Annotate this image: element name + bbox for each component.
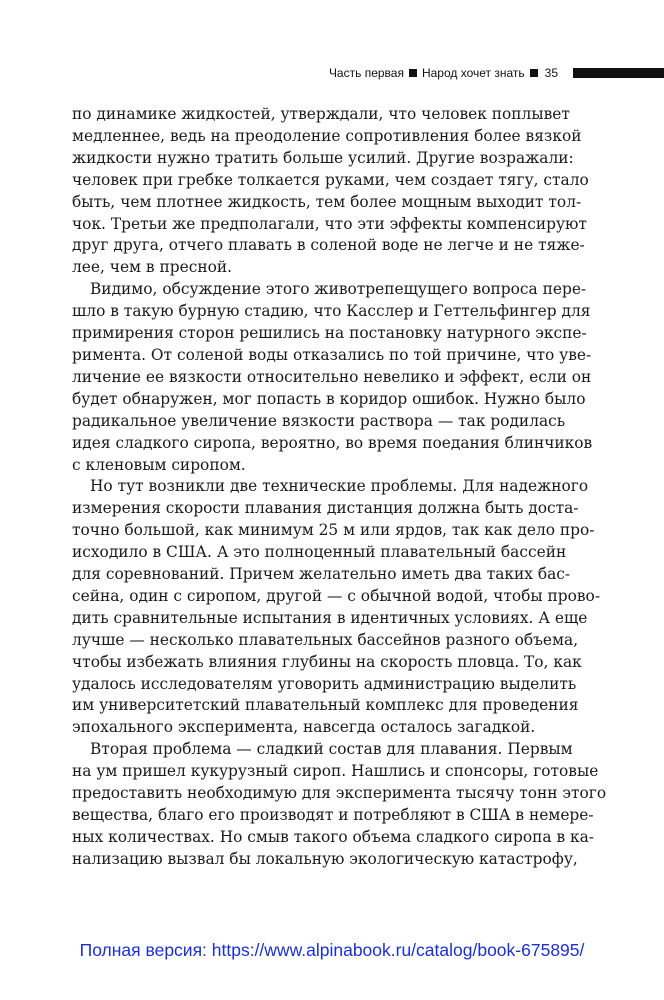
text-line: будет обнаружен, мог попасть в коридор ошибок. Нужно было: [72, 389, 586, 408]
text-line: Видимо, обсуждение этого животрепещущего вопроса пере-: [90, 280, 587, 299]
running-head: [0, 64, 664, 84]
text-line: удалось исследователям уговорить администрацию выделить: [72, 674, 577, 693]
text-line: личение ее вязкости относительно невелико и эффект, если он: [72, 367, 592, 386]
paragraph: [72, 104, 589, 279]
header-bar: [573, 68, 664, 78]
text-line: медленнее, ведь на преодоление сопротивления более вязкой: [72, 126, 582, 145]
text-line: измерения скорости плавания дистанция должна быть доста-: [72, 499, 579, 518]
text-line: вещества, благо его производят и потребляют в США в немере-: [72, 806, 594, 824]
text-line: примирения сторон решились на постановку натурного экспе-: [72, 324, 587, 343]
text-line: быть, чем плотнее жидкость, тем более мощным выходит тол-: [72, 192, 582, 211]
text-line: Вторая проблема — сладкий состав для плавания. Первым: [90, 740, 573, 759]
chapter-title: Народ хочет знать: [421, 66, 525, 80]
text-line: друг друга, отчего плавать в соленой воде не легче и не тяже-: [72, 236, 585, 255]
separator-square-icon: [409, 69, 417, 77]
text-line: сейна, один с сиропом, другой — с обычной водой, чтобы прово-: [72, 586, 601, 605]
running-head-text: [329, 66, 558, 80]
separator-square-icon: [530, 69, 538, 77]
text-line: для соревнований. Причем желательно иметь два таких бас-: [72, 565, 571, 584]
text-line: жидкости нужно тратить больше усилий. Другие возражали:: [72, 148, 574, 167]
paragraph: [72, 476, 601, 739]
text-line: эпохального эксперимента, навсегда осталось загадкой.: [72, 718, 536, 737]
text-line: им университетский плавательный комплекс для проведения: [72, 696, 579, 715]
body-text: [72, 104, 607, 871]
page-number: 35: [544, 66, 558, 80]
text-line: с кленовым сиропом.: [72, 455, 246, 474]
text-line: чтобы избежать влияния глубины на скорость пловца. То, как: [72, 652, 582, 671]
text-line: нализацию вызвал бы локальную экологическую катастрофу,: [72, 849, 578, 868]
text-line: римента. От соленой воды отказались по той причине, что уве-: [72, 345, 592, 364]
full-version-link[interactable]: Полная версия: https://www.alpinabook.ru/catalog/book-675895/: [79, 940, 585, 960]
text-line: точно большой, как минимум 25 м или ярдов, так как дело про-: [72, 521, 595, 540]
text-line: на ум пришел кукурузный сироп. Нашлись и спонсоры, готовые: [72, 762, 599, 781]
text-line: шло в такую бурную стадию, что Касслер и Геттельфингер для: [72, 302, 591, 321]
text-line: лучше — несколько плавательных бассейнов разного объема,: [72, 630, 579, 649]
paragraph: [72, 739, 607, 870]
text-line: лее, чем в пресной.: [72, 258, 232, 277]
paragraph: [72, 279, 593, 476]
text-line: чок. Третьи же предполагали, что эти эффекты компенсируют: [72, 214, 587, 233]
text-line: исходило в США. А это полноценный плавательный бассейн: [72, 543, 567, 562]
text-line: радикальное увеличение вязкости раствора — так родилась: [72, 411, 566, 430]
text-line: Но тут возникли две технические проблемы. Для надежного: [90, 477, 589, 496]
text-line: дить сравнительные испытания в идентичных условиях. А еще: [72, 608, 588, 627]
part-title: Часть первая: [328, 66, 404, 80]
text-line: ных количествах. Но смыв такого объема сладкого сиропа в ка-: [72, 827, 594, 846]
text-line: по динамике жидкостей, утверждали, что человек поплывет: [72, 105, 570, 123]
text-line: человек при гребке толкается руками, чем создает тягу, стало: [72, 170, 589, 189]
text-line: предоставить необходимую для эксперимента тысячу тонн этого: [72, 784, 607, 803]
text-line: идея сладкого сиропа, вероятно, во время поедания блинчиков: [72, 433, 593, 452]
